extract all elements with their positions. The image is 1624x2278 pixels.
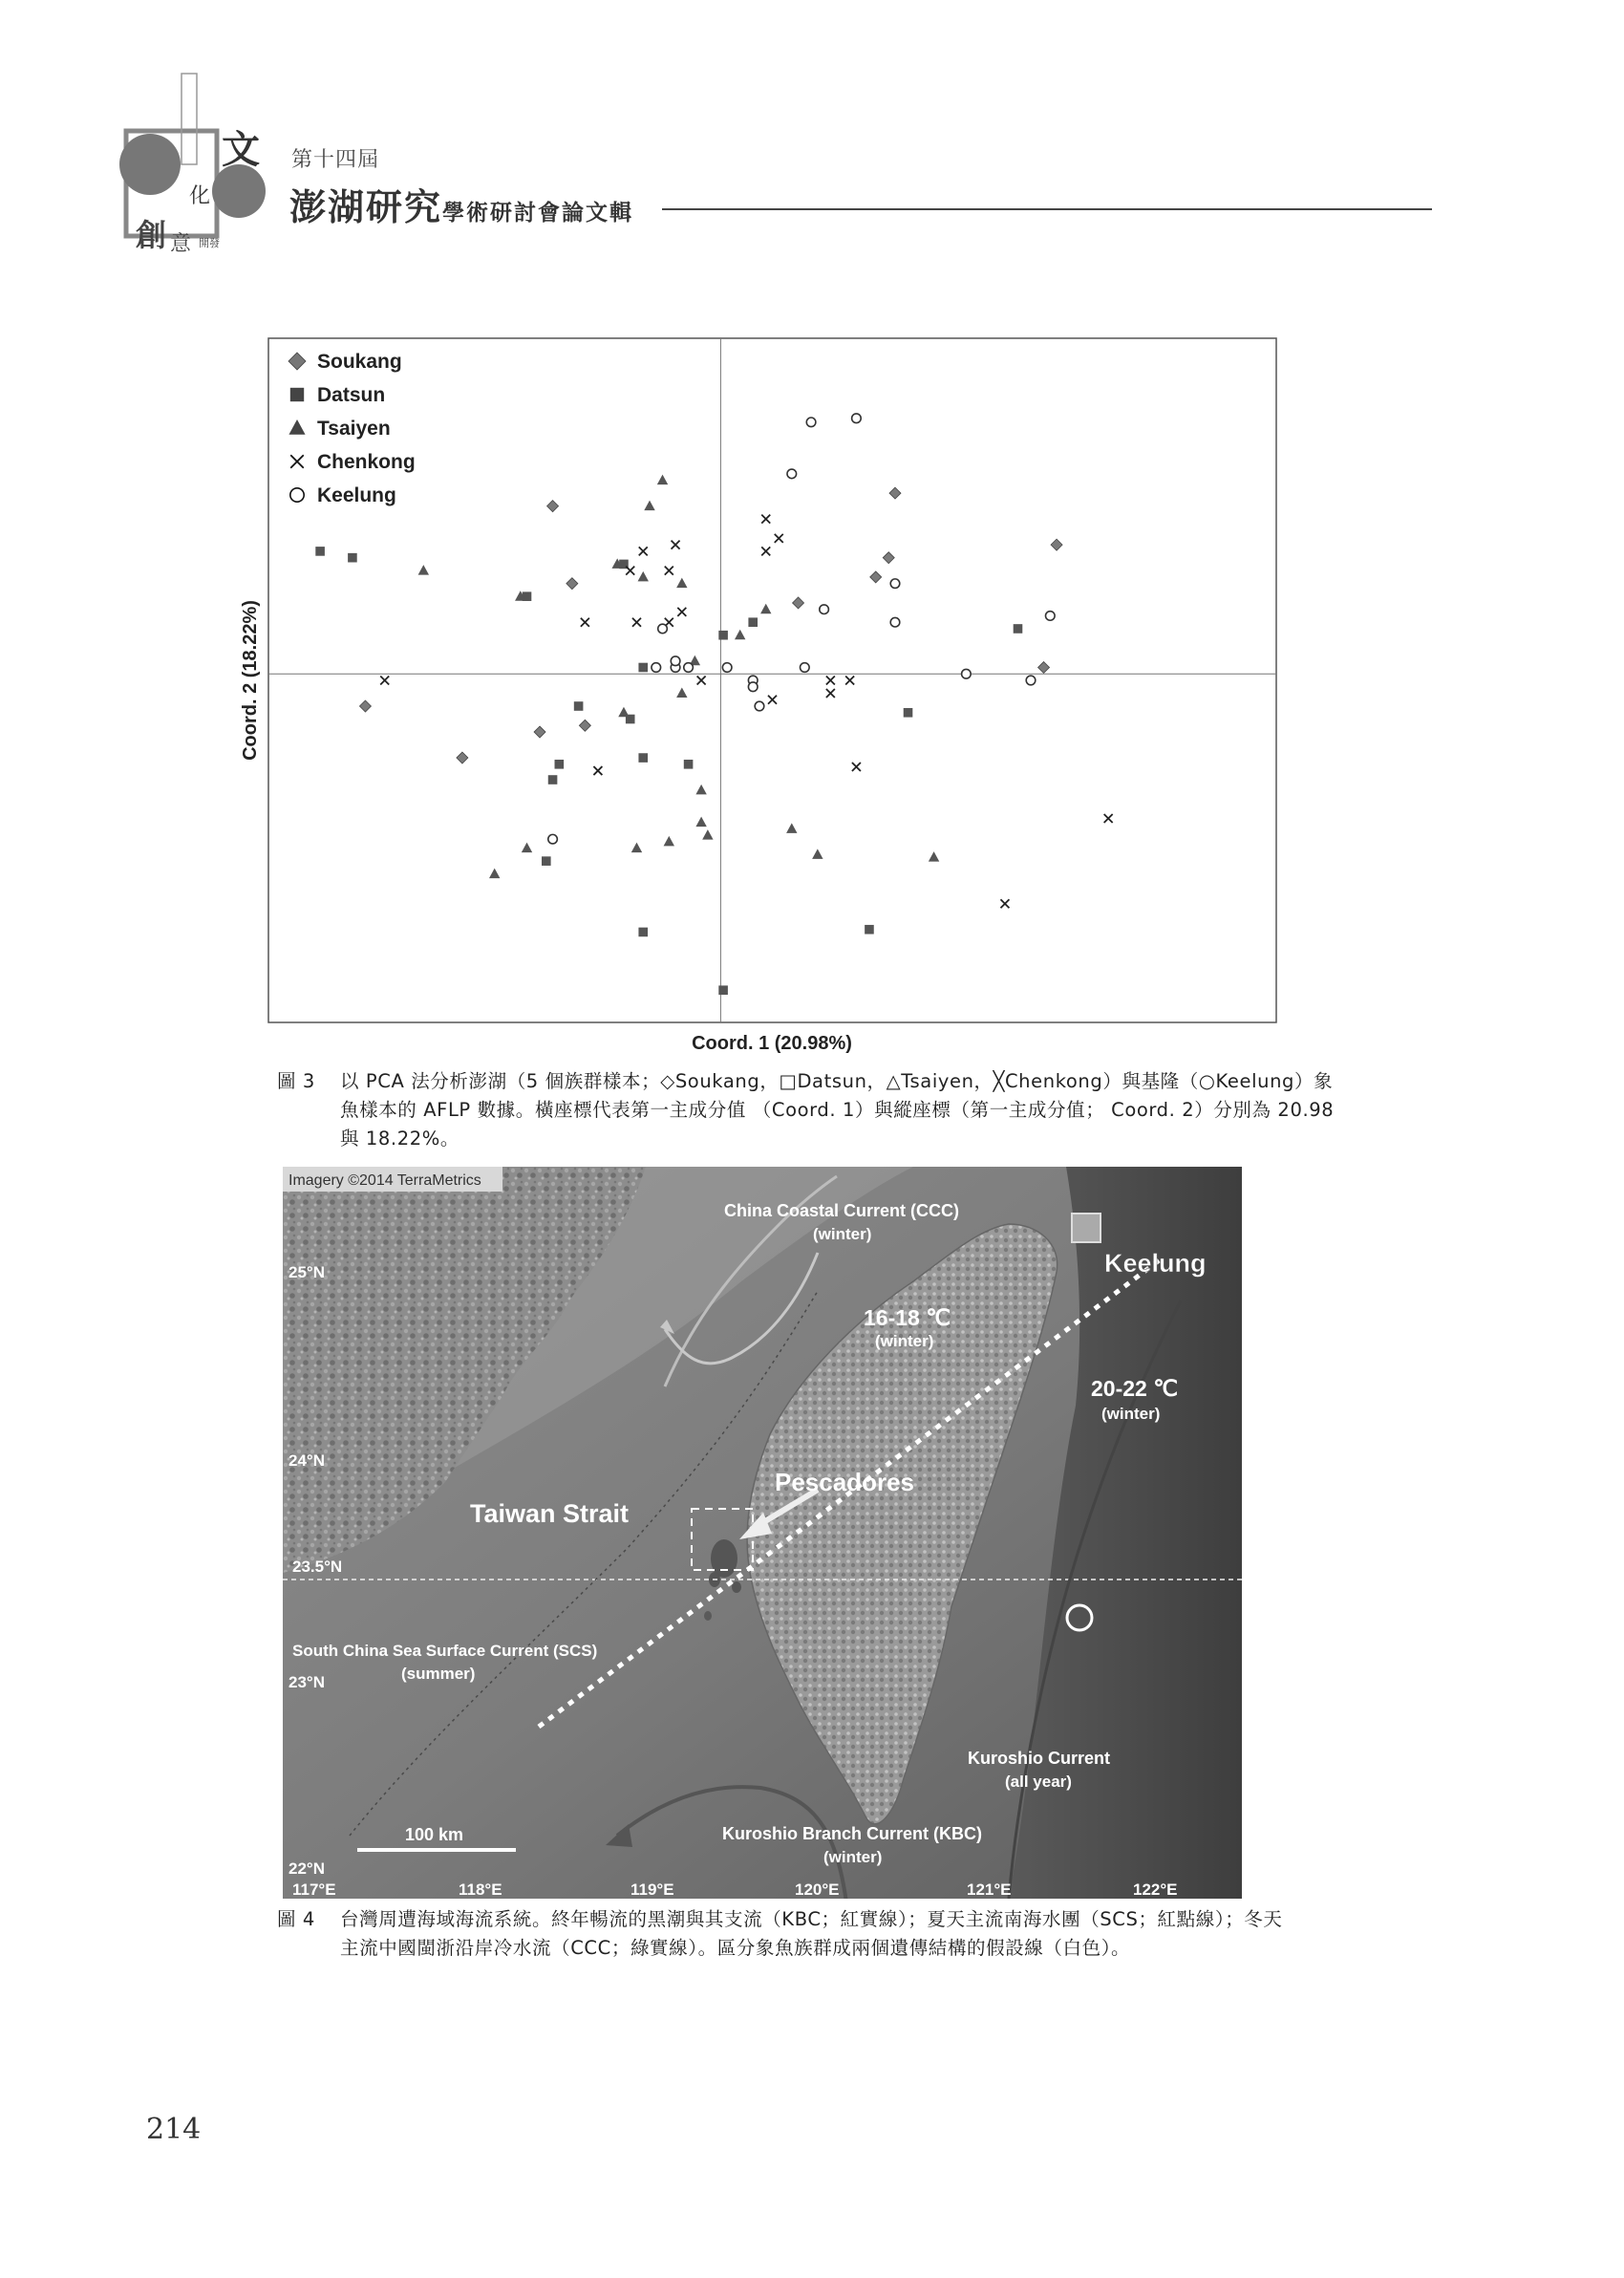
lat-label-23-5n: 23.5°N <box>292 1558 343 1576</box>
lat-label-25n: 25°N <box>288 1263 325 1281</box>
data-point-keelung <box>652 663 661 673</box>
svg-text:化: 化 <box>189 184 211 208</box>
x-axis-label: Coord. 1 (20.98%) <box>692 1033 852 1054</box>
data-point-datsun <box>748 617 758 627</box>
scale-label: 100 km <box>405 1825 464 1844</box>
data-point-keelung <box>801 663 810 673</box>
legend-label-chenkong: Chenkong <box>317 451 416 473</box>
data-point-keelung <box>890 579 900 589</box>
data-point-keelung <box>684 663 694 673</box>
data-point-datsun <box>315 547 325 556</box>
figure-3-text: 以 PCA 法分析澎湖（5 個族群樣本；◇Soukang，□Datsun，△Tsaiyen，╳Chenkong）與基隆（○Keelung）象魚樣本的 AFLP 數據。橫座標代表第一主成分值 （Coord. 1）與縱座標（第一主成分值； Coord. 2）分別為 20.98 與 18.22%。 <box>340 1070 1335 1150</box>
data-point-keelung <box>658 624 668 634</box>
page-number: 214 <box>146 2113 202 2146</box>
scs-season: (summer) <box>401 1665 476 1683</box>
data-point-datsun <box>718 985 728 995</box>
journal-logo <box>107 59 279 260</box>
temp2-season: (winter) <box>1101 1405 1161 1423</box>
keelung-square-marker <box>1072 1214 1100 1242</box>
data-point-datsun <box>555 760 565 769</box>
header-rule <box>662 208 1432 210</box>
svg-text:意: 意 <box>170 232 192 256</box>
journal-title <box>289 178 633 230</box>
svg-text:文: 文 <box>222 127 260 172</box>
lon-label-117e: 117°E <box>292 1880 336 1899</box>
data-point-datsun <box>348 553 357 563</box>
legend-label-keelung: Keelung <box>317 484 396 506</box>
ccc-label: China Coastal Current (CCC) <box>724 1201 960 1220</box>
data-point-datsun <box>638 928 648 937</box>
lon-label-122e: 122°E <box>1133 1880 1178 1899</box>
lon-label-118e: 118°E <box>459 1880 502 1899</box>
pca-scatter-chart <box>229 325 1309 1065</box>
temp1-season: (winter) <box>875 1332 934 1350</box>
kuroshio-label: Kuroshio Current <box>968 1749 1111 1768</box>
plot-frame <box>268 338 1276 1022</box>
taiwan-strait-label: Taiwan Strait <box>470 1499 630 1528</box>
data-point-datsun <box>548 775 558 784</box>
data-point-datsun <box>718 631 728 640</box>
data-point-datsun <box>904 708 913 718</box>
data-point-keelung <box>1026 676 1036 685</box>
lon-label-119e: 119°E <box>630 1880 674 1899</box>
data-point-keelung <box>962 669 972 678</box>
legend-label-tsaiyen: Tsaiyen <box>317 418 391 440</box>
legend-label-soukang: Soukang <box>317 351 402 373</box>
data-point-datsun <box>865 925 874 935</box>
lon-label-121e: 121°E <box>967 1880 1012 1899</box>
figure-3-number: 圖 3 <box>277 1070 315 1092</box>
temp1-label: 16-18 ℃ <box>864 1305 951 1330</box>
data-point-keelung <box>548 834 558 844</box>
lat-label-22n: 22°N <box>288 1859 325 1878</box>
data-point-keelung <box>755 701 764 711</box>
lat-label-23n: 23°N <box>288 1673 325 1691</box>
data-point-keelung <box>787 469 797 479</box>
ocean-currents-map <box>283 1167 1242 1899</box>
legend-marker-keelung <box>290 488 304 502</box>
pescadores-label: Pescadores <box>775 1468 914 1496</box>
data-point-keelung <box>852 414 862 423</box>
kbc-season: (winter) <box>823 1848 883 1866</box>
legend-label-datsun: Datsun <box>317 384 386 406</box>
svg-text:創: 創 <box>136 217 167 253</box>
figure-4-number: 圖 4 <box>277 1908 315 1930</box>
legend-marker-datsun <box>290 388 304 401</box>
svg-text:開發: 開發 <box>199 237 220 249</box>
edition-label: 第十四屆 <box>291 148 380 172</box>
journal-title-sub: 學術研討會論文輯 <box>442 200 634 226</box>
figure-4-caption <box>277 1905 1290 1997</box>
data-point-datsun <box>638 753 648 763</box>
lon-label-120e: 120°E <box>795 1880 840 1899</box>
figure-3-caption <box>277 1067 1335 1159</box>
data-point-datsun <box>1014 624 1023 634</box>
data-point-keelung <box>722 663 732 673</box>
data-point-keelung <box>806 418 816 427</box>
lat-label-24n: 24°N <box>288 1451 325 1470</box>
data-point-datsun <box>638 663 648 673</box>
kuroshio-season: (all year) <box>1005 1773 1072 1791</box>
keelung-label: Keelung <box>1104 1249 1207 1278</box>
data-point-keelung <box>671 656 680 666</box>
data-point-keelung <box>748 682 758 692</box>
y-axis-label: Coord. 2 (18.22%) <box>240 600 261 761</box>
ccc-season: (winter) <box>813 1225 872 1243</box>
scs-label: South China Sea Surface Current (SCS) <box>292 1642 598 1660</box>
imagery-credit: Imagery ©2014 TerraMetrics <box>288 1172 481 1189</box>
temp2-label: 20-22 ℃ <box>1091 1376 1179 1401</box>
data-point-keelung <box>890 617 900 627</box>
journal-title-main: 澎湖研究 <box>289 185 443 228</box>
kbc-label: Kuroshio Branch Current (KBC) <box>722 1824 983 1843</box>
data-point-datsun <box>574 701 584 711</box>
data-point-keelung <box>1046 612 1056 621</box>
data-point-datsun <box>542 856 551 866</box>
figure-4-text: 台灣周遭海域海流系統。終年暢流的黑潮與其支流（KBC；紅實線）；夏天主流南海水團（SCS；紅點線）；冬天主流中國閩浙沿岸冷水流（CCC；綠實線）。區分象魚族群成兩個遺傳結構的假設線（白色）。 <box>340 1908 1283 1959</box>
data-point-keelung <box>820 605 829 614</box>
data-point-datsun <box>684 760 694 769</box>
